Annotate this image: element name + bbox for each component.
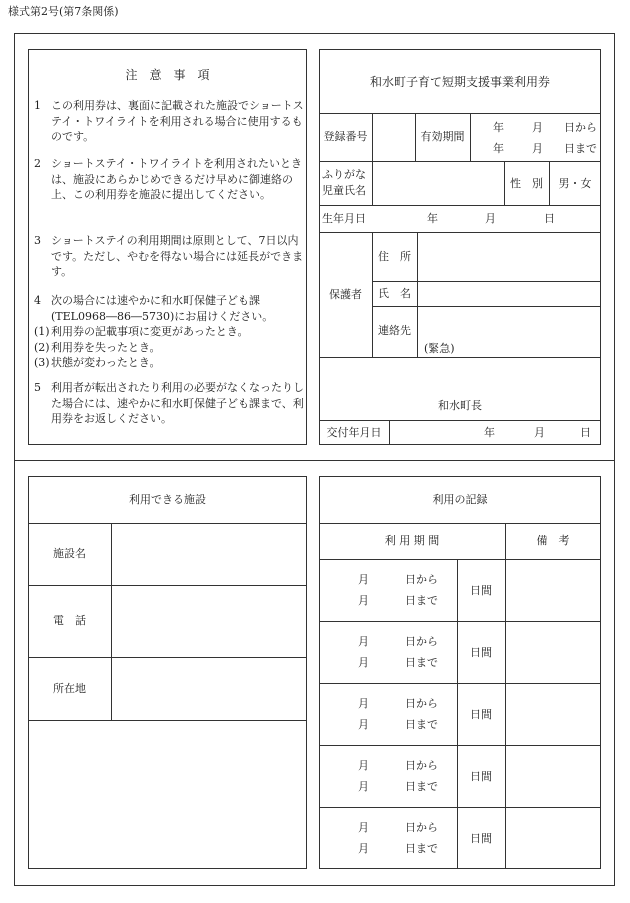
facility-name-label: 施設名 [53, 547, 86, 560]
note-sub-text: 利用券の記載事項に変更があったとき。 [51, 325, 249, 338]
valid-label: 有効期間 [420, 130, 465, 143]
record-days: 日間 [470, 708, 492, 721]
record-month-from: 月 [358, 697, 369, 710]
valid-from-year: 年 [493, 121, 504, 134]
gender-label: 性 別 [510, 177, 543, 190]
row-rule [28, 523, 307, 524]
record-day-from: 日から [405, 697, 438, 710]
col-rule [111, 523, 112, 720]
row-rule [319, 113, 601, 114]
reg-no-label: 登録番号 [323, 130, 368, 143]
row-rule [319, 807, 601, 808]
col-rule [417, 232, 418, 357]
record-days: 日間 [470, 646, 492, 659]
furigana-label: ふりがな [322, 168, 366, 181]
child-name-label: 児童氏名 [322, 184, 366, 197]
form-label: 様式第2号(第7条関係) [8, 5, 119, 18]
note-item-3 [34, 233, 306, 280]
record-month-from: 月 [358, 635, 369, 648]
ticket-title: 和水町子育て短期支援事業利用券 [369, 75, 550, 89]
valid-to-month: 月 [532, 142, 543, 155]
note-text: 次の場合には速やかに和水町保健子ども課(TEL0968―86―5730)にお届けください。 [51, 294, 274, 323]
note-item-1 [34, 98, 306, 145]
record-day-to: 日まで [405, 842, 438, 855]
note-item-2 [34, 156, 306, 203]
col-rule [372, 161, 373, 205]
birth-day: 日 [544, 212, 555, 225]
facility-title: 利用できる施設 [129, 493, 206, 506]
col-rule [470, 113, 471, 161]
gender-value[interactable]: 男・女 [558, 177, 592, 190]
valid-from-day: 日から [564, 121, 597, 134]
facility-location-label: 所在地 [53, 682, 86, 695]
note-sub-number: (1) [34, 325, 50, 338]
birth-month: 月 [485, 212, 496, 225]
note-sub-3 [34, 355, 306, 371]
guardian-name-label: 氏 名 [378, 287, 411, 300]
note-sub-2 [34, 340, 306, 356]
row-rule [319, 205, 601, 206]
record-day-to: 日まで [405, 780, 438, 793]
col-rule [505, 523, 506, 869]
record-month-from: 月 [358, 573, 369, 586]
row-rule [319, 621, 601, 622]
birth-label: 生年月日 [322, 212, 366, 225]
valid-to-day: 日まで [564, 142, 597, 155]
row-rule [319, 161, 601, 162]
ticket-panel [319, 49, 601, 445]
facility-panel [28, 476, 307, 869]
note-text: ショートステイの利用期間は原則として、7日以内です。ただし、やむを得ない場合には延長ができます。 [51, 234, 304, 278]
issue-month: 月 [534, 426, 545, 439]
record-month-to: 月 [358, 594, 369, 607]
note-number: 4 [34, 294, 41, 307]
valid-to-year: 年 [493, 142, 504, 155]
contact-label: 連絡先 [378, 324, 411, 337]
note-sub-number: (2) [34, 340, 50, 354]
fold-line [14, 460, 615, 461]
mayor-label: 和水町長 [438, 399, 482, 412]
note-sub-text: 利用券を失ったとき。 [51, 340, 161, 354]
record-day-from: 日から [405, 821, 438, 834]
record-day-to: 日まで [405, 656, 438, 669]
note-number: 3 [34, 234, 41, 247]
note-item-4 [34, 293, 306, 371]
note-text: この利用券は、裏面に記載された施設でショートステイ・トワイライトを利用される場合に使用するものです。 [51, 99, 304, 143]
record-month-from: 月 [358, 821, 369, 834]
issue-label: 交付年月日 [326, 426, 382, 439]
issue-day: 日 [580, 426, 591, 439]
record-day-from: 日から [405, 635, 438, 648]
record-days: 日間 [470, 584, 492, 597]
facility-phone-label: 電 話 [53, 614, 86, 627]
record-days: 日間 [470, 832, 492, 845]
col-rule [372, 113, 373, 161]
remarks-header: 備 考 [536, 534, 570, 547]
note-number: 1 [34, 99, 41, 112]
record-month-to: 月 [358, 842, 369, 855]
row-rule [372, 281, 601, 282]
row-rule [372, 306, 601, 307]
record-day-to: 日まで [405, 718, 438, 731]
emergency-label: (緊急) [424, 342, 455, 355]
birth-year: 年 [427, 212, 438, 225]
note-number: 2 [34, 157, 41, 170]
row-rule [319, 232, 601, 233]
row-rule [319, 420, 601, 421]
row-rule [28, 720, 307, 721]
row-rule [28, 585, 307, 586]
record-day-from: 日から [405, 573, 438, 586]
note-text: 利用者が転出されたり利用の必要がなくなったりした場合には、速やかに和水町保健子ども課まで、利用券をお返しください。 [51, 381, 304, 425]
record-days: 日間 [470, 770, 492, 783]
note-sub-number: (3) [34, 356, 50, 369]
row-rule [28, 657, 307, 658]
address-label: 住 所 [378, 250, 411, 263]
record-day-from: 日から [405, 759, 438, 772]
col-rule [389, 420, 390, 445]
record-month-to: 月 [358, 718, 369, 731]
notes-title: 注 意 事 項 [125, 68, 210, 82]
note-item-5 [34, 380, 306, 427]
period-header: 利 用 期 間 [384, 534, 440, 547]
row-rule [319, 357, 601, 358]
note-text: ショートステイ・トワイライトを利用されたいときは、施設にあらかじめできるだけ早めに御連絡の上、この利用券を施設に提出してください。 [51, 157, 303, 201]
record-title: 利用の記録 [432, 493, 488, 506]
note-number: 5 [34, 381, 41, 394]
record-month-from: 月 [358, 759, 369, 772]
note-sub-text: 状態が変わったとき。 [51, 356, 161, 369]
record-month-to: 月 [358, 780, 369, 793]
guardian-label: 保護者 [329, 288, 362, 301]
record-day-to: 日まで [405, 594, 438, 607]
row-rule [319, 683, 601, 684]
row-rule [319, 523, 601, 524]
record-month-to: 月 [358, 656, 369, 669]
valid-from-month: 月 [532, 121, 543, 134]
row-rule [319, 745, 601, 746]
row-rule [319, 559, 601, 560]
issue-year: 年 [484, 426, 495, 439]
note-sub-1 [34, 324, 306, 340]
